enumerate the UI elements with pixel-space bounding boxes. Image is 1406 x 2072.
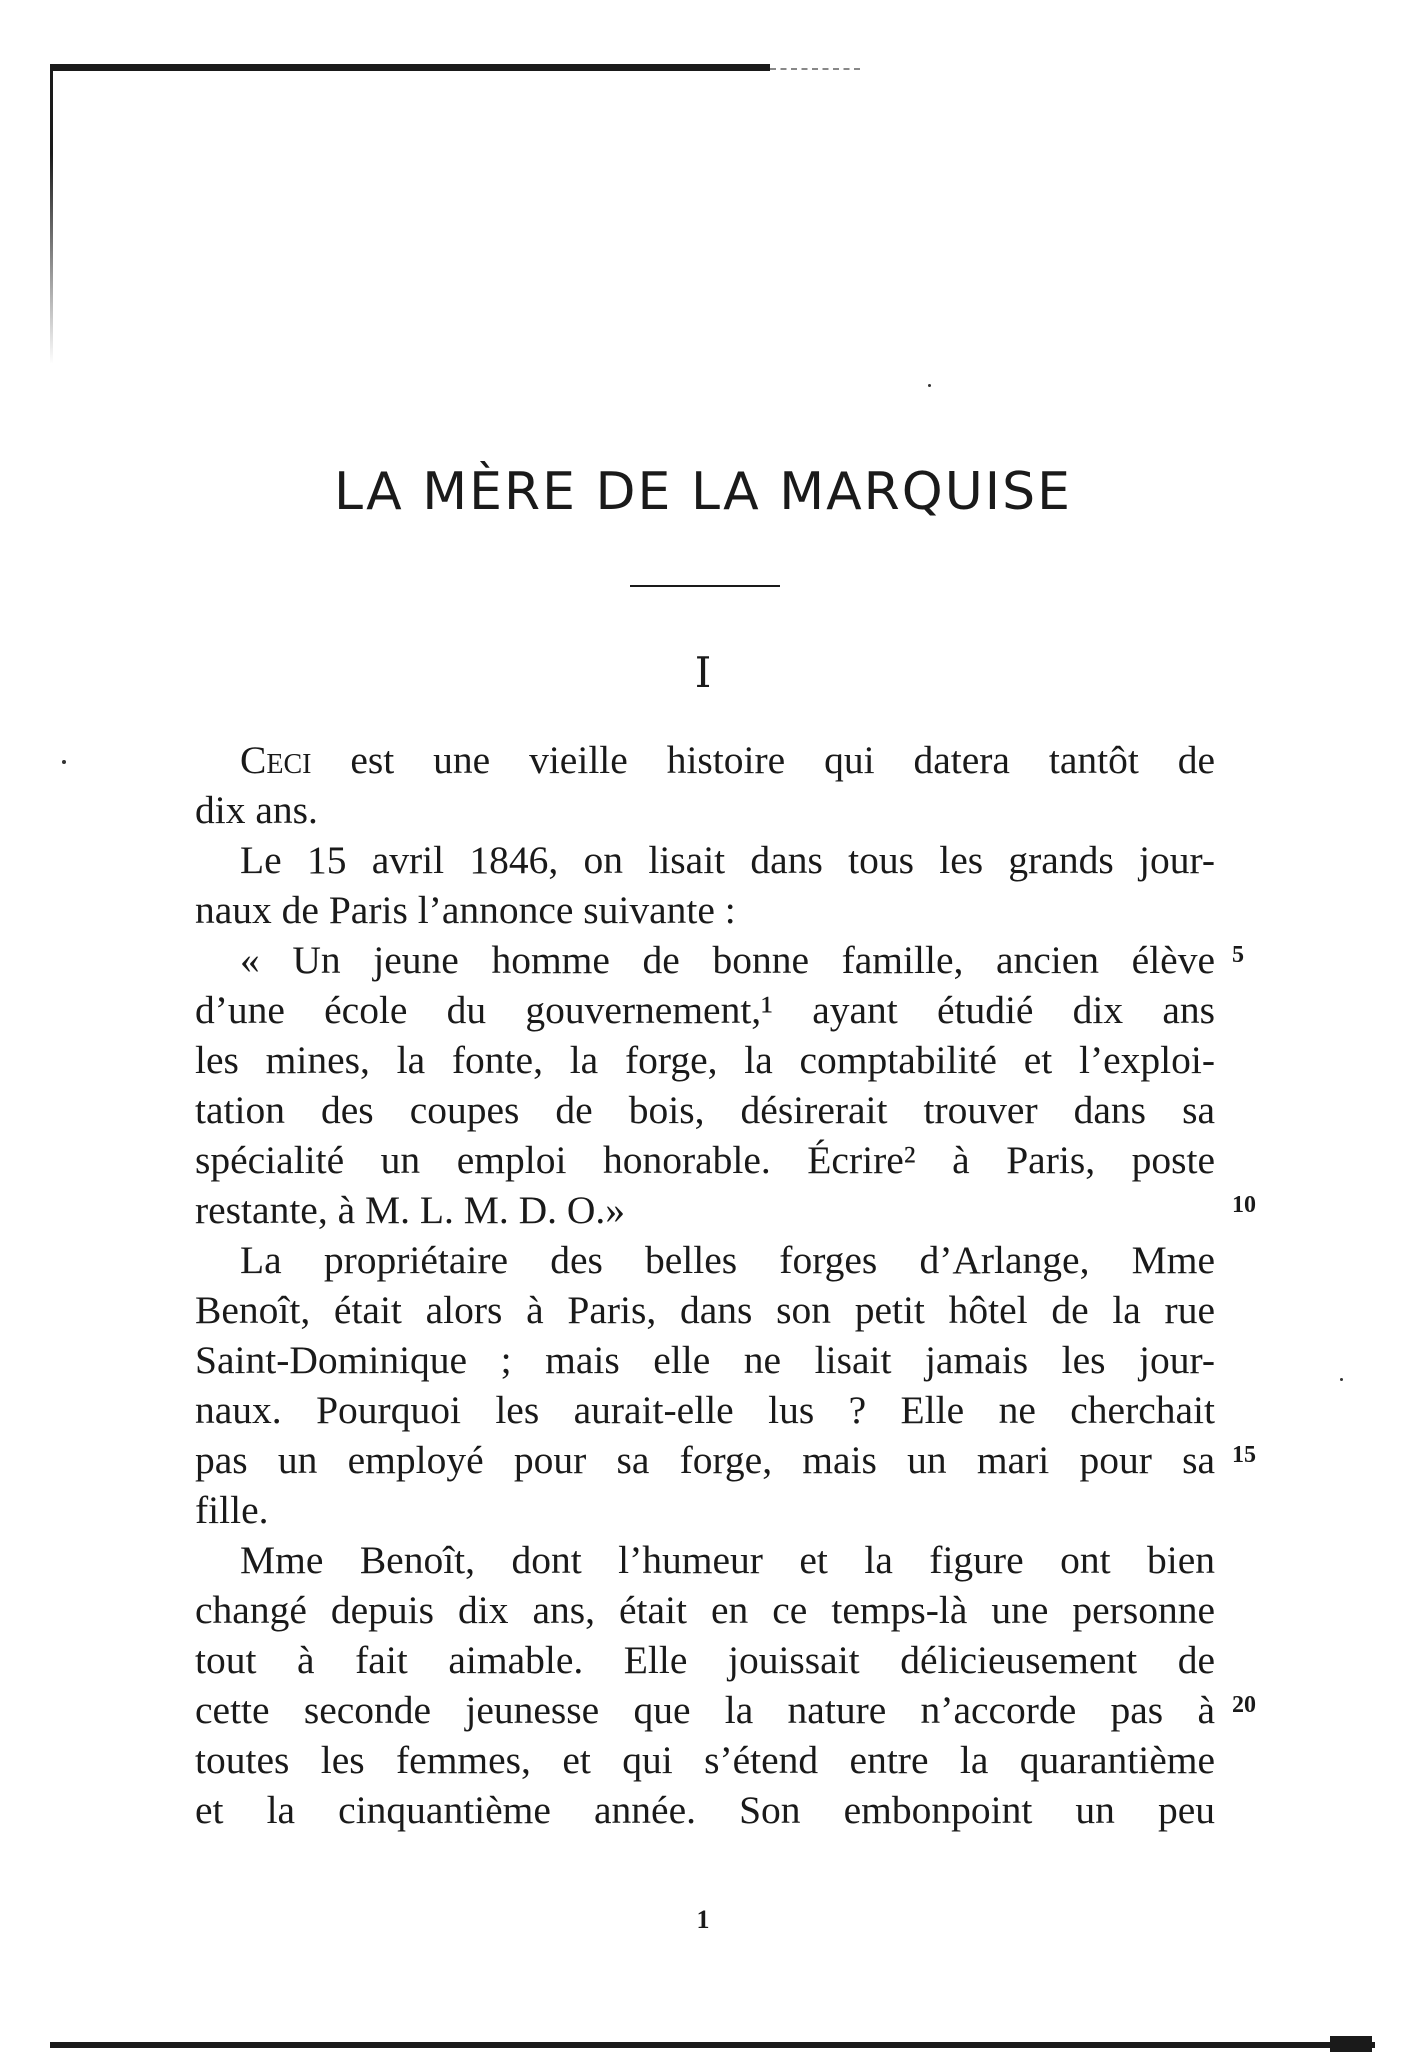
line-number: 10 — [1232, 1192, 1256, 1218]
text-line: « Un jeune homme de bonne famille, ancien élève — [240, 938, 1215, 982]
bottom-rule — [50, 2042, 1375, 2048]
text-line: et la cinquantième année. Son embonpoint un peu — [195, 1788, 1215, 1832]
text-line: changé depuis dix ans, était en ce temps-là une personne — [195, 1588, 1215, 1632]
text-line: tation des coupes de bois, désirerait trouver dans sa — [195, 1088, 1215, 1132]
text-line: les mines, la fonte, la forge, la comptabilité et l’exploi- — [195, 1038, 1215, 1082]
text-line: Benoît, était alors à Paris, dans son petit hôtel de la rue — [195, 1288, 1215, 1332]
text-line: tout à fait aimable. Elle jouissait délicieusement de — [195, 1638, 1215, 1682]
line-number: 20 — [1232, 1692, 1256, 1718]
text-line: La propriétaire des belles forges d’Arlange, Mme — [240, 1238, 1215, 1282]
text-line: cette seconde jeunesse que la nature n’accorde pas à — [195, 1688, 1215, 1732]
text-line: spécialité un emploi honorable. Écrire² à Paris, poste — [195, 1138, 1215, 1182]
text-line: naux. Pourquoi les aurait-elle lus ? Elle ne cherchait — [195, 1388, 1215, 1432]
chapter-number: I — [694, 648, 712, 697]
line-number: 15 — [1232, 1442, 1256, 1468]
text-line: dix ans. — [195, 788, 318, 832]
text-line: Le 15 avril 1846, on lisait dans tous les grands jour- — [240, 838, 1215, 882]
bottom-rule-end — [1330, 2036, 1372, 2052]
left-rule — [50, 64, 53, 364]
scan-speck — [1340, 1378, 1343, 1381]
scan-speck — [928, 384, 931, 387]
text-line: fille. — [195, 1488, 269, 1532]
text-line: restante, à M. L. M. D. O.» — [195, 1188, 626, 1232]
text-line: Mme Benoît, dont l’humeur et la figure ont bien — [240, 1538, 1215, 1582]
page-number: 1 — [696, 1905, 710, 1934]
text-line: pas un employé pour sa forge, mais un mari pour sa — [195, 1438, 1215, 1482]
scan-speck — [62, 760, 66, 764]
line-number: 5 — [1232, 942, 1244, 968]
top-rule-fade — [770, 68, 860, 72]
text-line: naux de Paris l’annonce suivante : — [195, 888, 736, 932]
text-line: Saint-Dominique ; mais elle ne lisait jamais les jour- — [195, 1338, 1215, 1382]
title-divider — [630, 585, 780, 587]
page-title: LA MÈRE DE LA MARQUISE — [334, 462, 1072, 522]
text-line: Ceci est une vieille histoire qui datera tantôt de — [240, 738, 1215, 782]
top-rule — [50, 64, 770, 71]
text-line: d’une école du gouvernement,¹ ayant étudié dix ans — [195, 988, 1215, 1032]
text-line: toutes les femmes, et qui s’étend entre la quarantième — [195, 1738, 1215, 1782]
body-text — [195, 735, 1215, 1835]
